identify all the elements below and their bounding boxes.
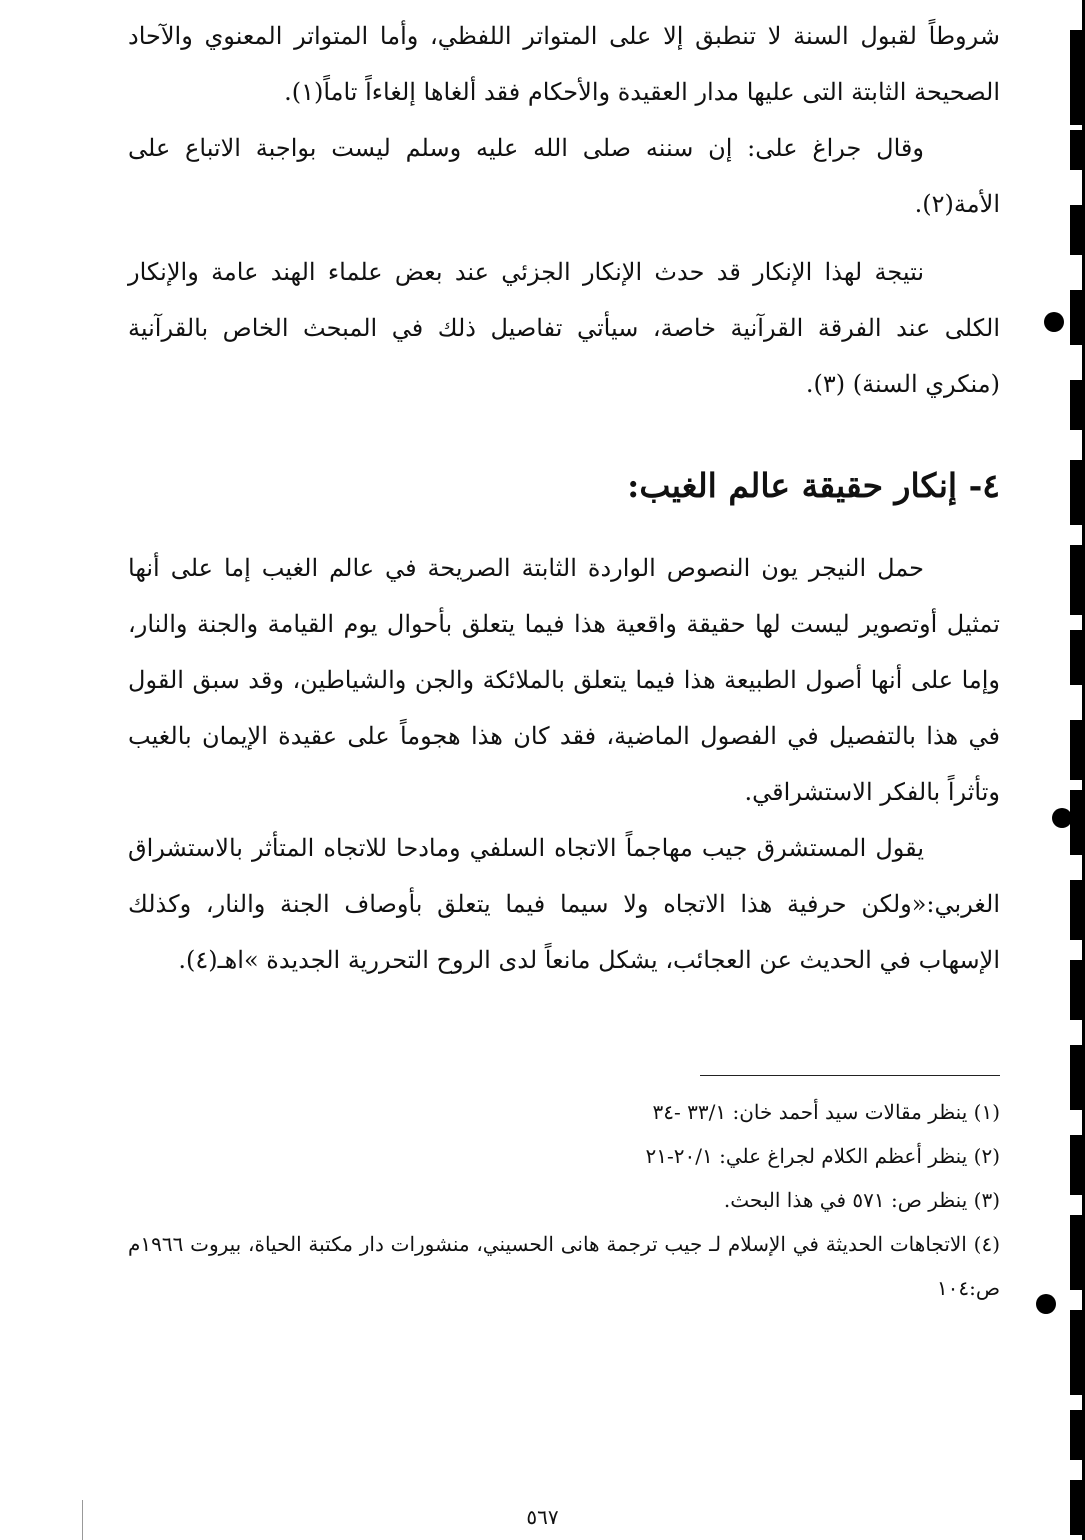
- scan-edge-mark: [1070, 1310, 1082, 1395]
- footnote-2: (٢) ينظر أعظم الكلام لجراغ علي: ٢٠/١-٢١: [645, 1144, 1000, 1168]
- scan-speck: [82, 1500, 83, 1540]
- paragraph-chiragh-ali: وقال جراغ على: إن سننه صلى الله عليه وسلم ليست بواجبة الاتباع على الأمة(٢).: [128, 134, 1000, 218]
- scan-edge-mark: [1070, 130, 1082, 170]
- scan-edge-mark: [1070, 545, 1082, 615]
- scan-edge-mark: [1070, 205, 1082, 255]
- footnote-4: (٤) الاتجاهات الحديثة في الإسلام لـ جيب ترجمة هانى الحسيني، منشورات دار مكتبة الحياة، بيروت ١٩٦٦م ص:١٠٤: [128, 1232, 1000, 1300]
- scan-hole-dot: [1044, 312, 1064, 332]
- scan-hole-dot: [1036, 1294, 1056, 1314]
- section-heading: ٤- إنكار حقيقة عالم الغيب:: [627, 466, 1000, 505]
- scan-edge-mark: [1070, 30, 1082, 125]
- scan-hole-dot: [1052, 808, 1072, 828]
- scan-edge-mark: [1070, 960, 1082, 1020]
- scan-edge-mark: [1070, 1045, 1082, 1110]
- paragraph-conditions: شروطاً لقبول السنة لا تنطبق إلا على المتواتر اللفظي، وأما المتواتر المعنوي والآحاد الصحيحة الثابتة التى عليها مدار العقيدة والأحكام فقد ألغاها إلغاءاً تاماً(١).: [128, 22, 1000, 106]
- body-text-block: [128, 540, 1000, 988]
- scan-edge-mark: [1070, 1410, 1082, 1460]
- footnote-separator: [700, 1075, 1000, 1076]
- footnote-1: (١) ينظر مقالات سيد أحمد خان: ٣٣/١ -٣٤: [652, 1100, 1000, 1124]
- scan-edge-mark: [1070, 1215, 1082, 1290]
- scan-edge-mark: [1070, 790, 1082, 855]
- paragraph-unseen-world: حمل النيجر يون النصوص الواردة الثابتة الصريحة في عالم الغيب إما على أنها تمثيل أوتصوير ليست لها حقيقة واقعية هذا فيما يتعلق بأحوال يوم القيامة والجنة والنار، وإما على أنها أصول الطبيعة هذا فيما يتعلق بالملائكة والجن والشياطين، وقد سبق القول في هذا بالتفصيل في الفصول الماضية، فقد كان هذا هجوماً على عقيدة الإيمان بالغيب وتأثراً بالفكر الاستشراقي.: [128, 554, 1000, 806]
- scan-edge-mark: [1070, 460, 1082, 525]
- scan-edge-mark: [1070, 380, 1082, 430]
- scan-edge-mark: [1070, 630, 1082, 685]
- scan-edge-mark: [1070, 880, 1082, 940]
- scan-edge-mark: [1070, 1480, 1082, 1535]
- top-text-block: [128, 8, 1000, 412]
- page-number: ٥٦٧: [526, 1505, 559, 1529]
- scan-edge-mark: [1070, 1135, 1082, 1195]
- scan-edge-mark: [1070, 290, 1082, 345]
- paragraph-gibb-quote: يقول المستشرق جيب مهاجماً الاتجاه السلفي ومادحا للاتجاه المتأثر بالاستشراق الغربي:«ولكن حرفية هذا الاتجاه ولا سيما فيما يتعلق بأوصاف الجنة والنار، وكذلك الإسهاب في الحديث عن العجائب، يشكل مانعاً لدى الروح التحررية الجديدة »اهـ(٤).: [128, 834, 1000, 974]
- scan-edge-mark: [1070, 720, 1082, 780]
- paragraph-result-of-denial: نتيجة لهذا الإنكار قد حدث الإنكار الجزئي عند بعض علماء الهند عامة والإنكار الكلى عند الفرقة القرآنية خاصة، سيأتي تفاصيل ذلك في المبحث الخاص بالقرآنية (منكري السنة) (٣).: [128, 258, 1000, 398]
- footnote-3: (٣) ينظر ص: ٥٧١ في هذا البحث.: [723, 1188, 1000, 1212]
- footnotes-block: [128, 1090, 1000, 1310]
